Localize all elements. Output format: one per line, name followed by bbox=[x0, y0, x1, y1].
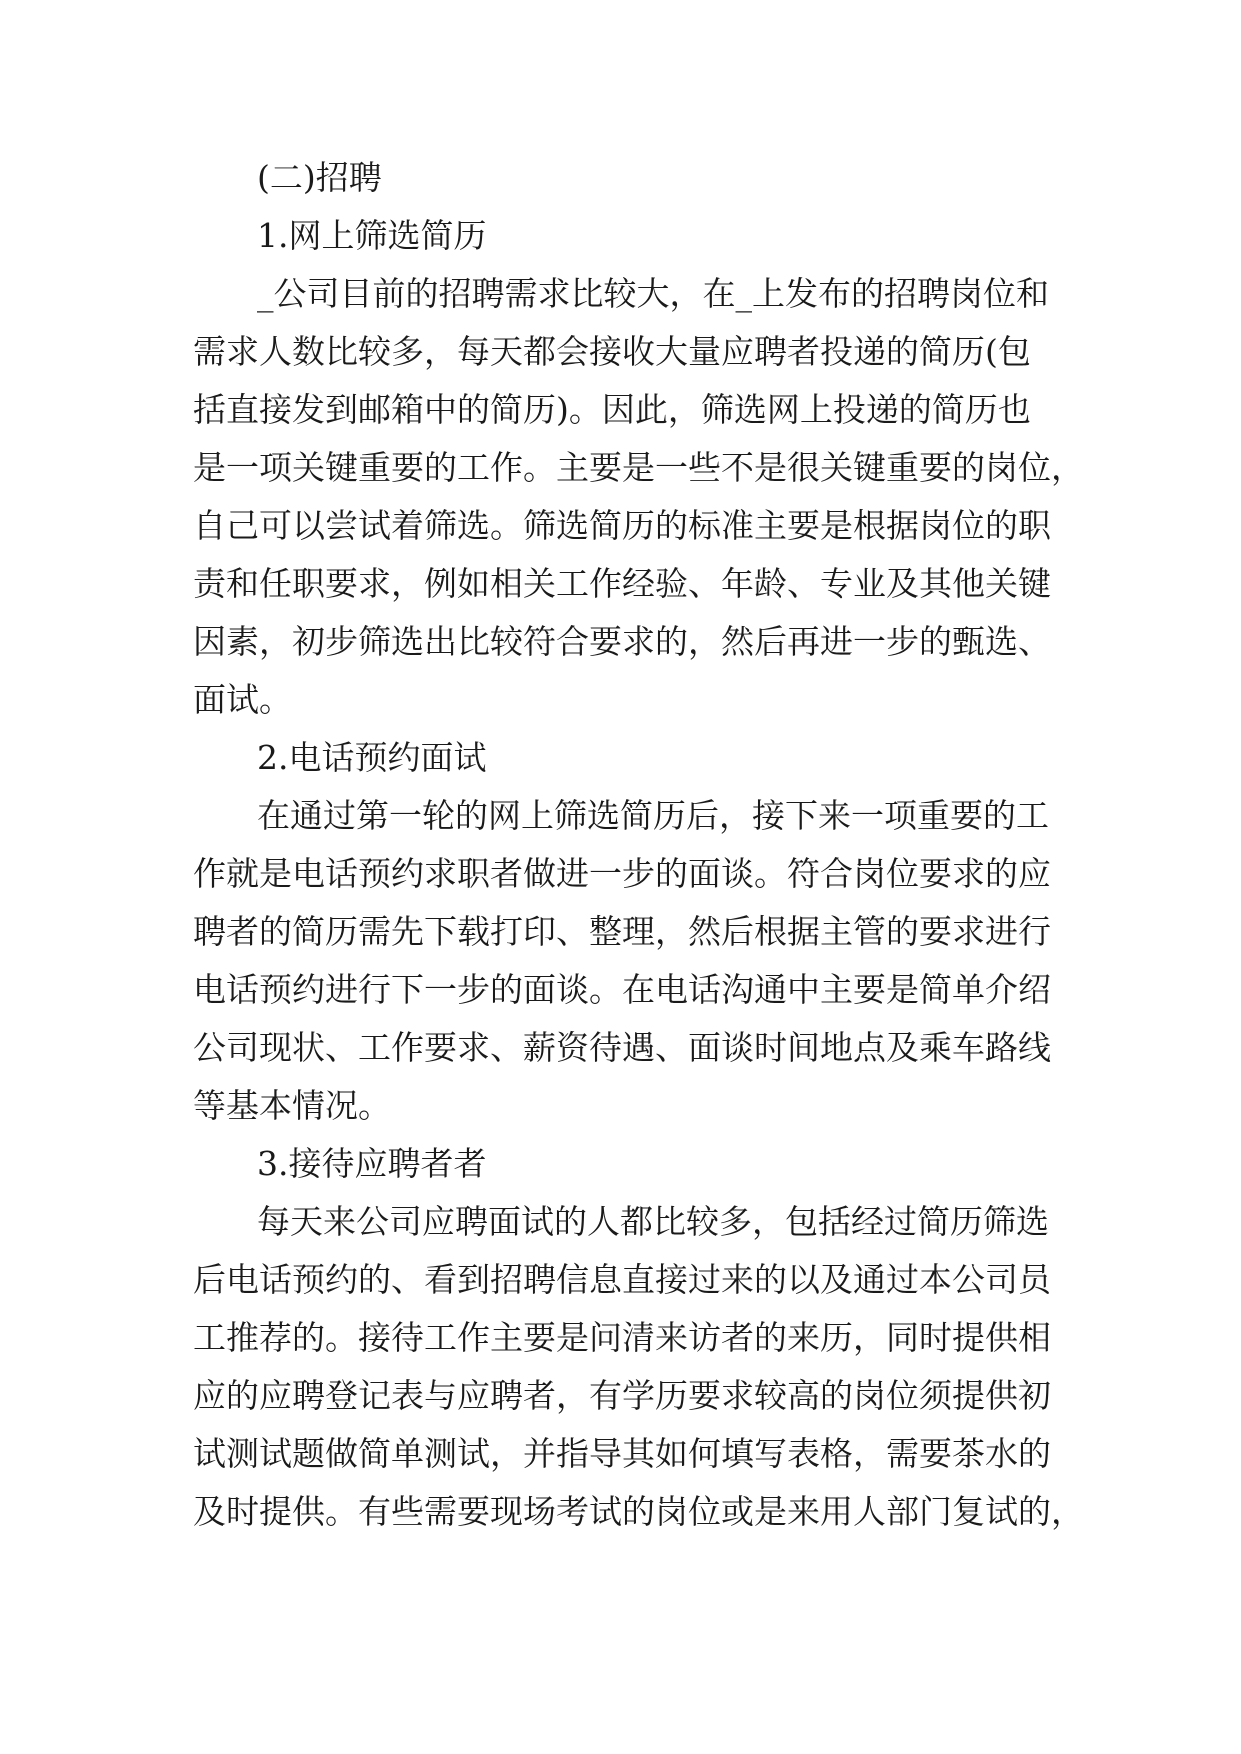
paragraph-line: 是一项关键重要的工作。主要是一些不是很关键重要的岗位， bbox=[193, 448, 1084, 487]
paragraph-line: 每天来公司应聘面试的人都比较多，包括经过简历筛选 bbox=[257, 1202, 1049, 1241]
paragraph-line: 括直接发到邮箱中的简历)。因此，筛选网上投递的简历也 bbox=[193, 390, 1031, 429]
subsection-heading: 3.接待应聘者者 bbox=[257, 1144, 487, 1183]
paragraph-line: 责和任职要求，例如相关工作经验、年龄、专业及其他关键 bbox=[193, 564, 1051, 603]
paragraph-line: 聘者的简历需先下载打印、整理，然后根据主管的要求进行 bbox=[193, 912, 1051, 951]
paragraph-line: 工推荐的。接待工作主要是问清来访者的来历，同时提供相 bbox=[193, 1318, 1051, 1357]
section-heading: (二)招聘 bbox=[257, 158, 382, 197]
paragraph-line: 面试。 bbox=[193, 680, 292, 719]
paragraph-line: 在通过第一轮的网上筛选简历后，接下来一项重要的工 bbox=[257, 796, 1049, 835]
paragraph-line: 后电话预约的、看到招聘信息直接过来的以及通过本公司员 bbox=[193, 1260, 1051, 1299]
subsection-heading: 1.网上筛选简历 bbox=[257, 216, 487, 255]
paragraph-line: 及时提供。有些需要现场考试的岗位或是来用人部门复试的， bbox=[193, 1492, 1084, 1531]
paragraph-line: 等基本情况。 bbox=[193, 1086, 391, 1125]
paragraph-line: 作就是电话预约求职者做进一步的面谈。符合岗位要求的应 bbox=[193, 854, 1051, 893]
subsection-heading: 2.电话预约面试 bbox=[257, 738, 487, 777]
paragraph-line: 自己可以尝试着筛选。筛选简历的标准主要是根据岗位的职 bbox=[193, 506, 1051, 545]
paragraph-line: 试测试题做简单测试，并指导其如何填写表格，需要茶水的 bbox=[193, 1434, 1051, 1473]
paragraph-line: 应的应聘登记表与应聘者，有学历要求较高的岗位须提供初 bbox=[193, 1376, 1051, 1415]
paragraph-line: _公司目前的招聘需求比较大，在_上发布的招聘岗位和 bbox=[257, 274, 1049, 313]
paragraph-line: 因素，初步筛选出比较符合要求的，然后再进一步的甄选、 bbox=[193, 622, 1051, 661]
paragraph-line: 公司现状、工作要求、薪资待遇、面谈时间地点及乘车路线 bbox=[193, 1028, 1051, 1067]
paragraph-line: 需求人数比较多，每天都会接收大量应聘者投递的简历(包 bbox=[193, 332, 1031, 371]
paragraph-line: 电话预约进行下一步的面谈。在电话沟通中主要是简单介绍 bbox=[193, 970, 1051, 1009]
